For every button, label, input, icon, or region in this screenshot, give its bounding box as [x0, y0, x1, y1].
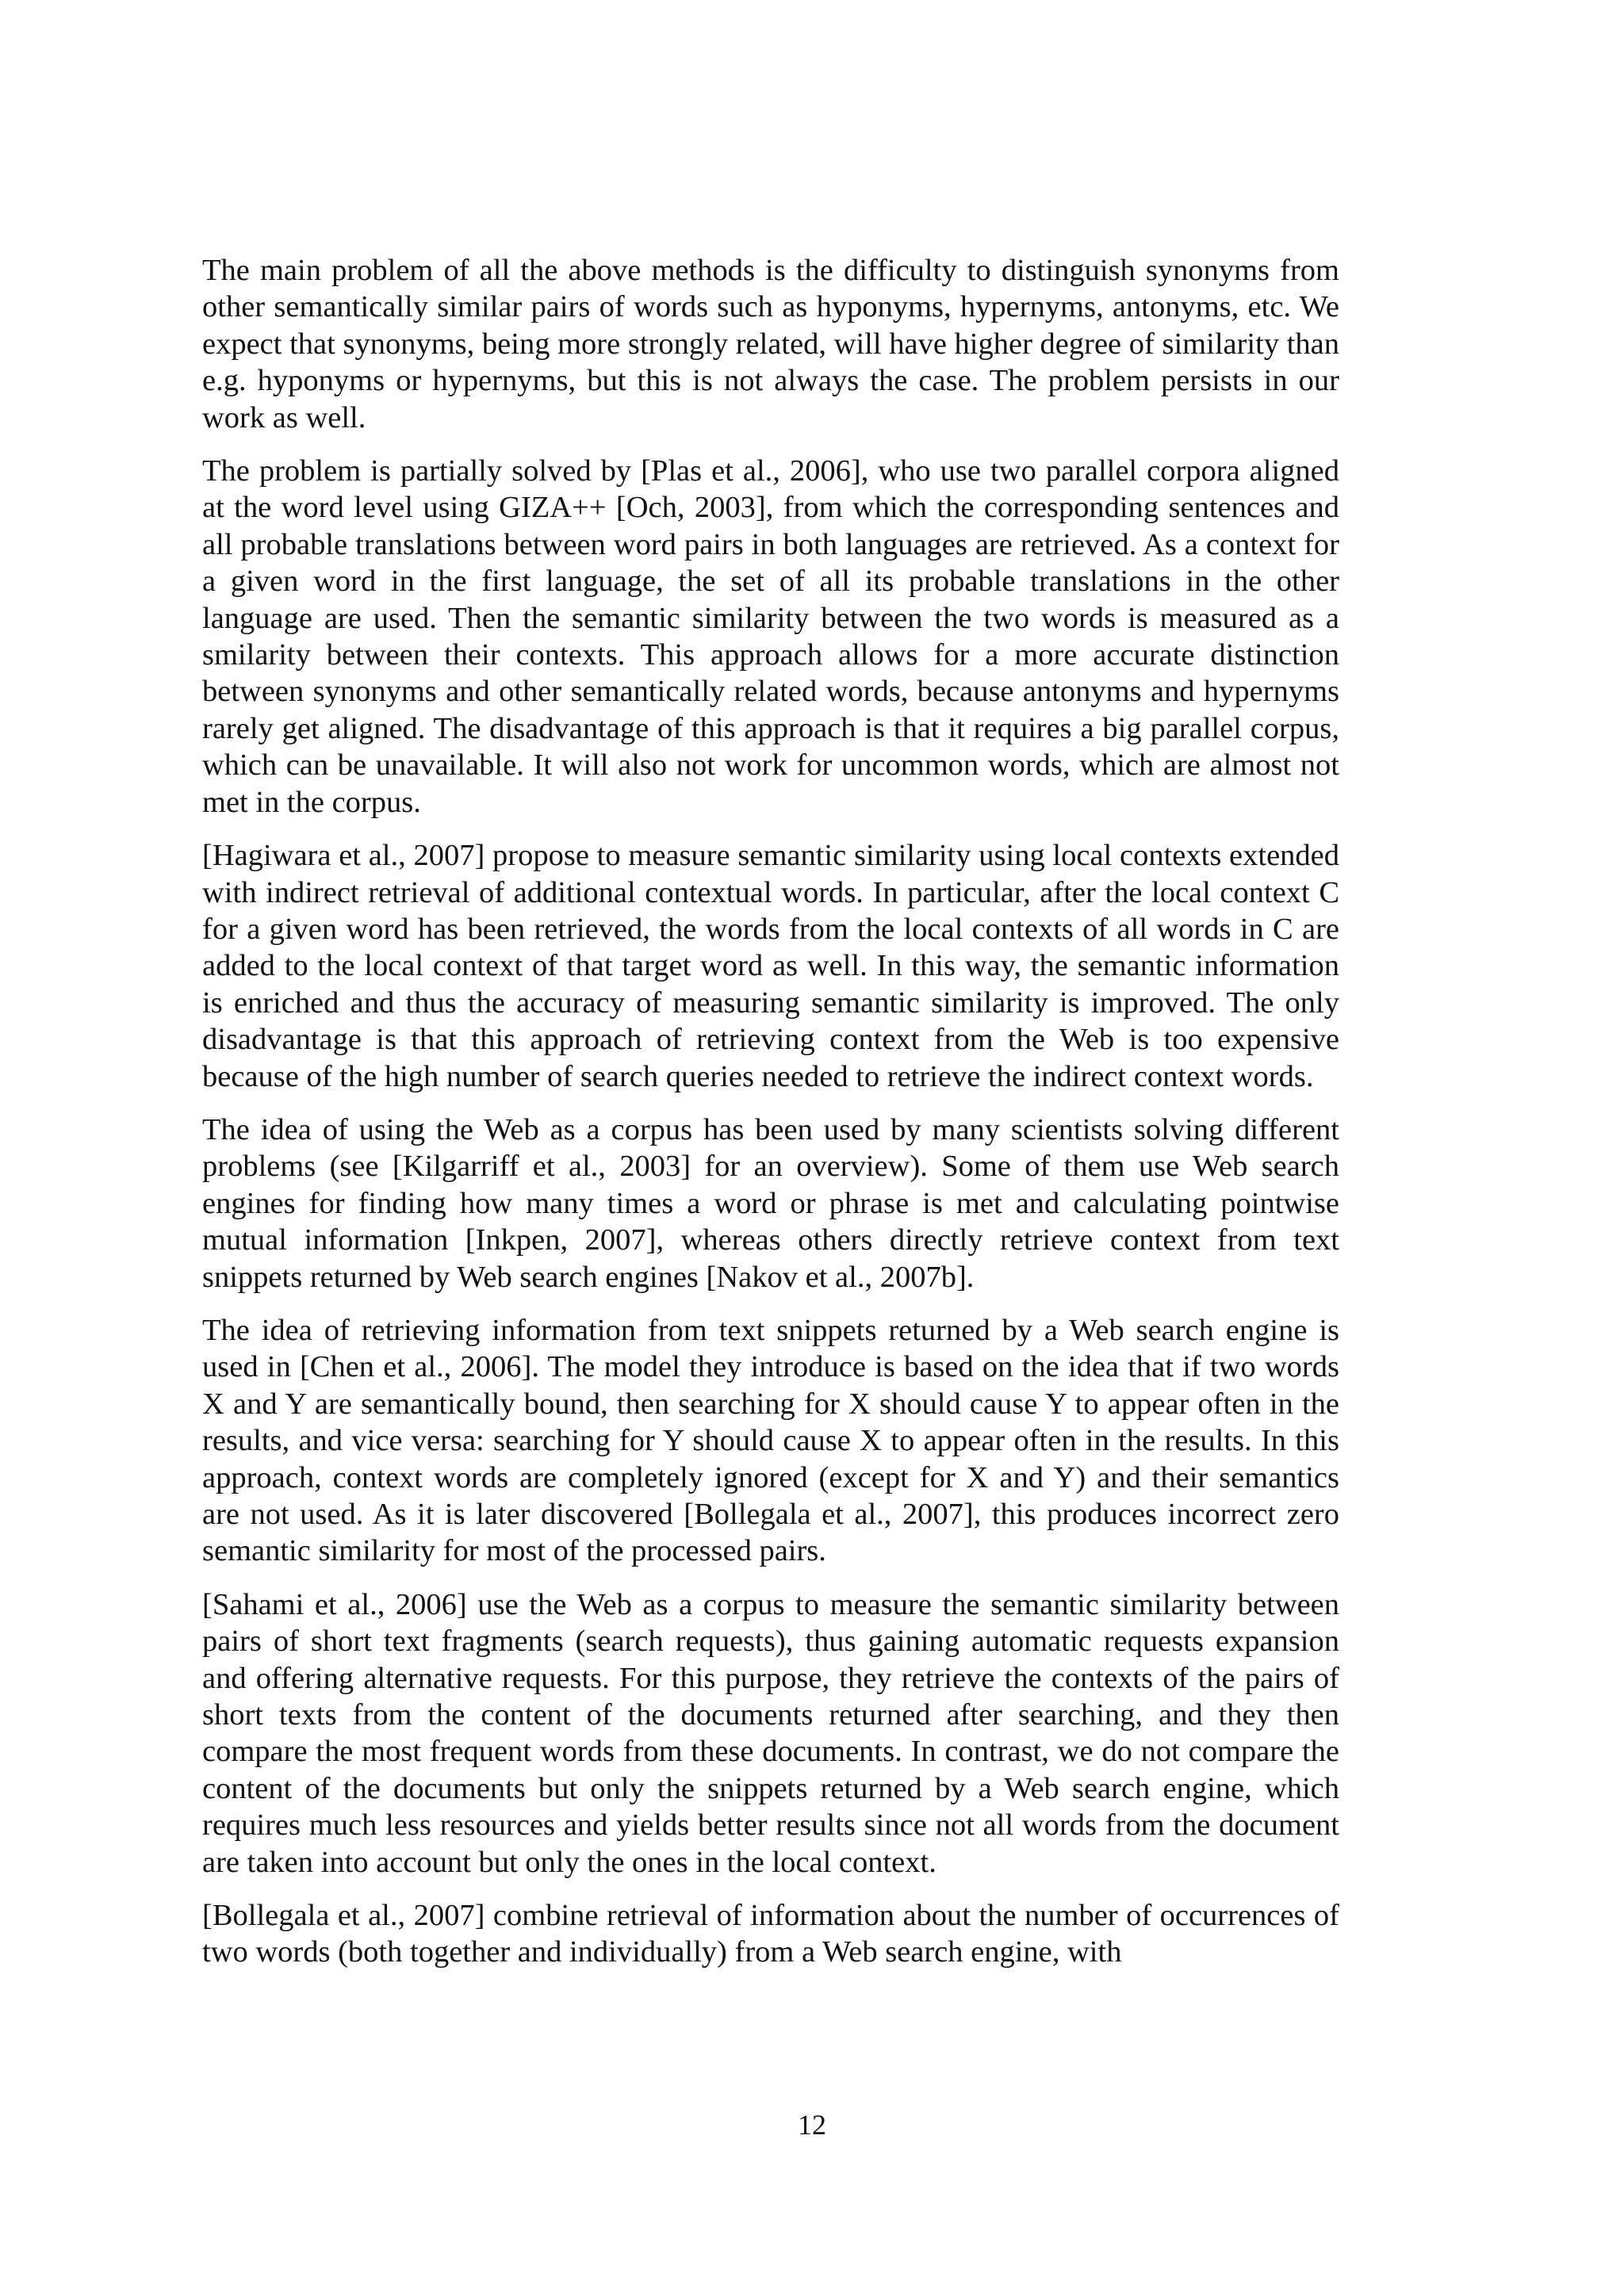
paragraph-hagiwara-local-contexts: [Hagiwara et al., 2007] propose to measure semantic similarity using local contexts extended with indirect retrieval of additional contextual words. In particular, after the local context C for a given word has been retrieved, the words from the local contexts of all words in C are added to the local context of that target word as well. In this way, the semantic information is enriched and thus the accuracy of measuring semantic similarity is improved. The only disadvantage is that this approach of retrieving context from the Web is too expensive because of the high number of search queries needed to retrieve the indirect context words. — [202, 839, 1339, 1093]
paragraph-plas-parallel-corpora: The problem is partially solved by [Plas et al., 2006], who use two parallel corpora aligned at the word level using GIZA++ [Och, 2003], from which the corresponding sentences and all probable translations between word pairs in both languages are retrieved. As a context for a given word in the first language, the set of all its probable translations in the other language are used. Then the semantic similarity between the two words is measured as a smilarity between their contexts. This approach allows for a more accurate distinction between synonyms and other semantically related words, because antonyms and hypernyms rarely get aligned. The disadvantage of this approach is that it requires a big parallel corpus, which can be unavailable. It will also not work for uncommon words, which are almost not met in the corpus. — [202, 454, 1339, 819]
paragraph-sahami-short-texts: [Sahami et al., 2006] use the Web as a corpus to measure the semantic similarity between pairs of short text fragments (search requests), thus gaining automatic requests expansion and offering alternative requests. For this purpose, they retrieve the contexts of the pairs of short texts from the content of the documents returned after searching, and they then compare the most frequent words from these documents. In contrast, we do not compare the content of the documents but only the snippets returned by a Web search engine, which requires much less resources and yields better results since not all words from the document are taken into account but only the ones in the local context. — [202, 1587, 1339, 1879]
paragraph-chen-snippets: The idea of retrieving information from text snippets returned by a Web search engine is used in [Chen et al., 2006]. The model they introduce is based on the idea that if two words X and Y are semantically bound, then searching for X should cause Y to appear often in the results, and vice versa: searching for Y should cause X to appear often in the results. In this approach, context words are completely ignored (except for X and Y) and their semantics are not used. As it is later discovered [Bollegala et al., 2007], this produces incorrect zero semantic similarity for most of the processed pairs. — [202, 1313, 1339, 1568]
paragraph-synonym-problem: The main problem of all the above methods is the difficulty to distinguish synonyms from other semantically similar pairs of words such as hyponyms, hypernyms, antonyms, etc. We expect that synonyms, being more strongly related, will have higher degree of similarity than e.g. hyponyms or hypernyms, but this is not always the case. The problem persists in our work as well. — [202, 254, 1339, 434]
body-text — [202, 252, 1339, 1988]
paragraph-web-as-corpus: The idea of using the Web as a corpus has been used by many scientists solving different problems (see [Kilgarriff et al., 2003] for an overview). Some of them use Web search engines for finding how many times a word or phrase is met and calculating pointwise mutual information [Inkpen, 2007], whereas others directly retrieve context from text snippets returned by Web search engines [Nakov et al., 2007b]. — [202, 1112, 1339, 1294]
paragraph-bollegala-occurrences: [Bollegala et al., 2007] combine retrieval of information about the number of occurrences of two words (both together and individually) from a Web search engine, with — [202, 1899, 1339, 1969]
page-number: 12 — [798, 2109, 826, 2141]
